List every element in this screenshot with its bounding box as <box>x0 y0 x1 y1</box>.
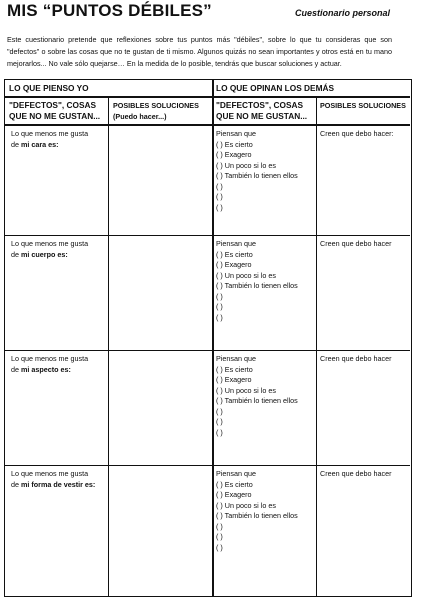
option-checkbox[interactable]: ( ) Es cierto <box>216 249 253 259</box>
group-header-self: LO QUE PIENSO YO <box>9 83 89 93</box>
col-header-defects-self-line1: "DEFECTOS", COSAS <box>9 100 97 110</box>
option-checkbox[interactable]: ( ) <box>216 542 223 552</box>
col-header-defects-others <box>216 100 307 122</box>
option-checkbox[interactable]: ( ) Un poco si lo es <box>216 270 276 280</box>
row-others-vestir <box>216 469 298 553</box>
row-others-cuerpo <box>216 239 298 323</box>
row-prompt-line1: Lo que menos me gusta <box>11 354 89 363</box>
row-prompt-vestir <box>11 469 95 490</box>
option-checkbox[interactable]: ( ) <box>216 312 223 322</box>
questionnaire-table <box>4 79 412 597</box>
table-divider-v3 <box>316 97 317 596</box>
option-checkbox[interactable]: ( ) <box>216 521 223 531</box>
col-header-solutions-others: POSIBLES SOLUCIONES <box>320 101 406 110</box>
option-checkbox[interactable]: ( ) <box>216 406 223 416</box>
table-divider-h3 <box>5 235 410 236</box>
option-checkbox[interactable]: ( ) Exagero <box>216 150 252 159</box>
row-prompt-aspecto <box>11 354 88 375</box>
option-checkbox[interactable]: ( ) Exagero <box>216 260 252 269</box>
row-prompt-line2: de mi cara es: <box>11 139 59 149</box>
table-divider-h5 <box>5 465 410 466</box>
table-divider-v1 <box>108 97 109 596</box>
option-checkbox[interactable]: ( ) También lo tienen ellos <box>216 396 298 405</box>
option-checkbox[interactable]: ( ) Un poco si lo es <box>216 385 276 395</box>
option-checkbox[interactable]: ( ) Un poco si lo es <box>216 160 276 170</box>
option-checkbox[interactable]: ( ) Exagero <box>216 490 252 499</box>
others-intro: Piensan que <box>216 354 256 363</box>
row-prompt-cuerpo <box>11 239 88 260</box>
option-checkbox[interactable]: ( ) <box>216 532 223 541</box>
row-prompt-line1: Lo que menos me gusta <box>11 239 89 248</box>
row-prompt-line2: de mi forma de vestir es: <box>11 479 96 489</box>
col-header-solutions-self-line2: (Puedo hacer...) <box>113 111 167 121</box>
page-subtitle: Cuestionario personal <box>294 8 390 18</box>
col-header-defects-self-line2: QUE NO ME GUSTAN... <box>9 111 101 121</box>
col-header-defects-others-line1: "DEFECTOS", COSAS <box>216 100 304 110</box>
group-header-others: LO QUE OPINAN LOS DEMÁS <box>216 83 335 93</box>
option-checkbox[interactable]: ( ) <box>216 427 223 437</box>
option-checkbox[interactable]: ( ) También lo tienen ellos <box>216 171 298 180</box>
option-checkbox[interactable]: ( ) <box>216 192 223 201</box>
table-divider-center <box>212 80 214 596</box>
row-prompt-line2: de mi aspecto es: <box>11 364 71 374</box>
row-others-cara <box>216 129 298 213</box>
row-others-aspecto <box>216 354 298 438</box>
option-checkbox[interactable]: ( ) <box>216 202 223 212</box>
row-prompt-cara <box>11 129 88 150</box>
col-header-defects-others-line2: QUE NO ME GUSTAN... <box>216 111 308 121</box>
option-checkbox[interactable]: ( ) Es cierto <box>216 364 253 374</box>
option-checkbox[interactable]: ( ) <box>216 417 223 426</box>
option-checkbox[interactable]: ( ) <box>216 291 223 301</box>
col-header-solutions-self <box>113 101 199 122</box>
others-intro: Piensan que <box>216 469 256 478</box>
option-checkbox[interactable]: ( ) <box>216 181 223 191</box>
option-checkbox[interactable]: ( ) También lo tienen ellos <box>216 281 298 290</box>
option-checkbox[interactable]: ( ) También lo tienen ellos <box>216 511 298 520</box>
option-checkbox[interactable]: ( ) <box>216 302 223 311</box>
row-solution-prompt-cara: Creen que debo hacer: <box>320 129 394 138</box>
option-checkbox[interactable]: ( ) Es cierto <box>216 479 253 489</box>
table-divider-h4 <box>5 350 410 351</box>
row-prompt-line1: Lo que menos me gusta <box>11 469 89 478</box>
table-divider-h2 <box>5 124 410 126</box>
others-intro: Piensan que <box>216 239 256 248</box>
option-checkbox[interactable]: ( ) Es cierto <box>216 139 253 149</box>
row-prompt-line2: de mi cuerpo es: <box>11 249 68 259</box>
intro-paragraph: Este cuestionario pretende que reflexiones sobre tus puntos más "débiles", sobre lo que tu consideras que son "defectos" o sobre las cosas que no te gustan de ti mismo. Algunos quizás no sean importantes y otros está en tu mano mejorarlos... No vale sólo quejarse… En la medida de lo posible, tendrás que buscar soluciones y actuar. <box>7 35 392 68</box>
col-header-defects-self <box>9 100 100 122</box>
row-solution-prompt-aspecto: Creen que debo hacer <box>320 354 392 363</box>
others-intro: Piensan que <box>216 129 256 138</box>
row-solution-prompt-cuerpo: Creen que debo hacer <box>320 239 392 248</box>
col-header-solutions-self-line1: POSIBLES SOLUCIONES <box>113 101 199 110</box>
row-prompt-line1: Lo que menos me gusta <box>11 129 89 138</box>
option-checkbox[interactable]: ( ) Un poco si lo es <box>216 500 276 510</box>
table-divider-h1 <box>5 96 410 98</box>
page-title: MIS “PUNTOS DÉBILES” <box>7 1 212 20</box>
option-checkbox[interactable]: ( ) Exagero <box>216 375 252 384</box>
row-solution-prompt-vestir: Creen que debo hacer <box>320 469 392 478</box>
